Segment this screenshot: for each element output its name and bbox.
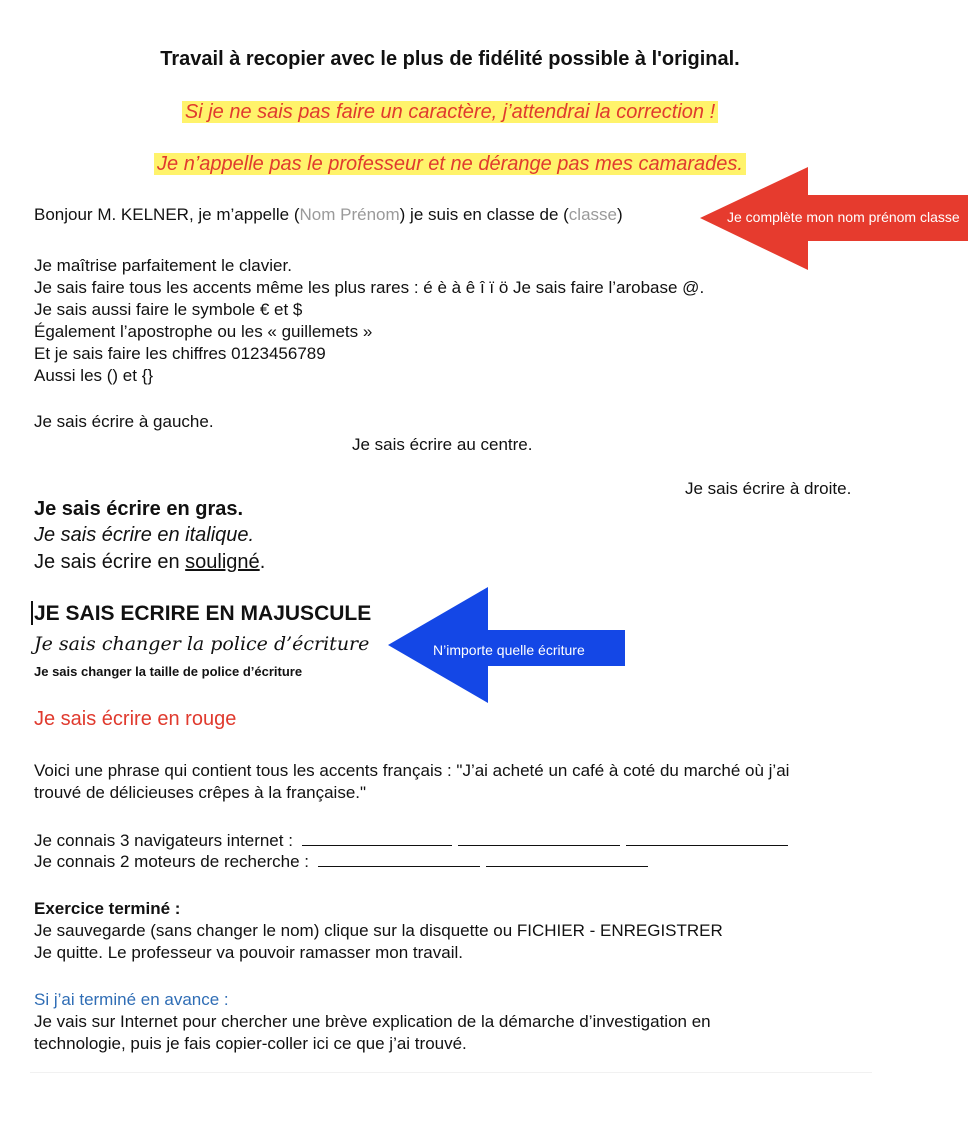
highlighted-instruction-2: Je n’appelle pas le professeur et ne dérange pas mes camarades.: [154, 153, 746, 175]
engine-blank-2[interactable]: [486, 852, 648, 867]
instruction-1: [0, 101, 900, 124]
align-right-text: Je sais écrire à droite.: [685, 479, 852, 498]
accents-paragraph: [34, 760, 789, 804]
engines-line: [34, 851, 654, 873]
intro-middle: ) je suis en classe de (: [399, 205, 569, 224]
changed-font-text: Je sais changer la police d’écriture: [34, 633, 370, 655]
early-section: [34, 989, 711, 1055]
accents-line-2: trouvé de délicieuses crêpes à la française.": [34, 783, 367, 802]
finished-heading: Exercice terminé :: [34, 899, 181, 918]
early-line-1: Je vais sur Internet pour chercher une brève explication de la démarche d’investigation en: [34, 1012, 711, 1031]
class-placeholder[interactable]: classe: [568, 205, 617, 224]
page-edge-divider: [30, 1072, 872, 1073]
browser-blank-2[interactable]: [458, 831, 620, 846]
intro-prefix: Bonjour M. KELNER, je m’appelle (: [34, 205, 300, 224]
early-line-2: technologie, puis je fais copier-coller ici ce que j’ai trouvé.: [34, 1034, 467, 1053]
skills-list: [34, 255, 704, 387]
uppercase-text: JE SAIS ECRIRE EN MAJUSCULE: [34, 602, 372, 625]
align-left-text: Je sais écrire à gauche.: [34, 412, 214, 431]
underline-suffix: .: [259, 551, 266, 573]
red-text: Je sais écrire en rouge: [34, 708, 237, 730]
changed-size-text: Je sais changer la taille de police d’écriture: [34, 664, 303, 679]
finished-section: [34, 898, 723, 964]
intro-line: [34, 204, 623, 226]
name-placeholder[interactable]: Nom Prénom: [299, 205, 400, 224]
bold-text: Je sais écrire en gras.: [34, 498, 244, 520]
skill-line: Je sais aussi faire le symbole € et $: [34, 300, 303, 319]
finished-line-2: Je quitte. Le professeur va pouvoir ramasser mon travail.: [34, 943, 463, 962]
browsers-line: [34, 830, 794, 852]
accents-line-1: Voici une phrase qui contient tous les accents français : "J’ai acheté un café à coté du marché où j’ai: [34, 761, 790, 780]
highlighted-instruction-1: Si je ne sais pas faire un caractère, j’attendrai la correction !: [182, 101, 718, 123]
document-title: Travail à recopier avec le plus de fidélité possible à l'original.: [160, 48, 740, 70]
align-center-text: Je sais écrire au centre.: [352, 435, 533, 454]
browsers-label: Je connais 3 navigateurs internet :: [34, 831, 293, 850]
engines-label: Je connais 2 moteurs de recherche :: [34, 852, 309, 871]
browser-blank-3[interactable]: [626, 831, 788, 846]
skill-line: Aussi les () et {}: [34, 366, 154, 385]
engine-blank-1[interactable]: [318, 852, 480, 867]
red-arrow-label: Je complète mon nom prénom classe: [727, 209, 960, 225]
underline-word: souligné: [185, 551, 260, 573]
underline-prefix: Je sais écrire en: [34, 551, 186, 573]
text-cursor: [31, 601, 33, 625]
skill-line: Également l’apostrophe ou les « guillemets »: [34, 322, 373, 341]
skill-line: Je maîtrise parfaitement le clavier.: [34, 256, 292, 275]
intro-suffix: ): [616, 205, 623, 224]
underline-line: [34, 551, 265, 574]
blue-arrow-label: N’importe quelle écriture: [433, 642, 585, 658]
skill-line: Je sais faire tous les accents même les plus rares : é è à ê î ï ö Je sais faire l’arobase @.: [34, 278, 705, 297]
early-heading: Si j’ai terminé en avance :: [34, 990, 229, 1009]
skill-line: Et je sais faire les chiffres 0123456789: [34, 344, 326, 363]
browser-blank-1[interactable]: [302, 831, 452, 846]
finished-line-1: Je sauvegarde (sans changer le nom) clique sur la disquette ou FICHIER - ENREGISTRER: [34, 921, 723, 940]
italic-text: Je sais écrire en italique.: [34, 524, 255, 546]
